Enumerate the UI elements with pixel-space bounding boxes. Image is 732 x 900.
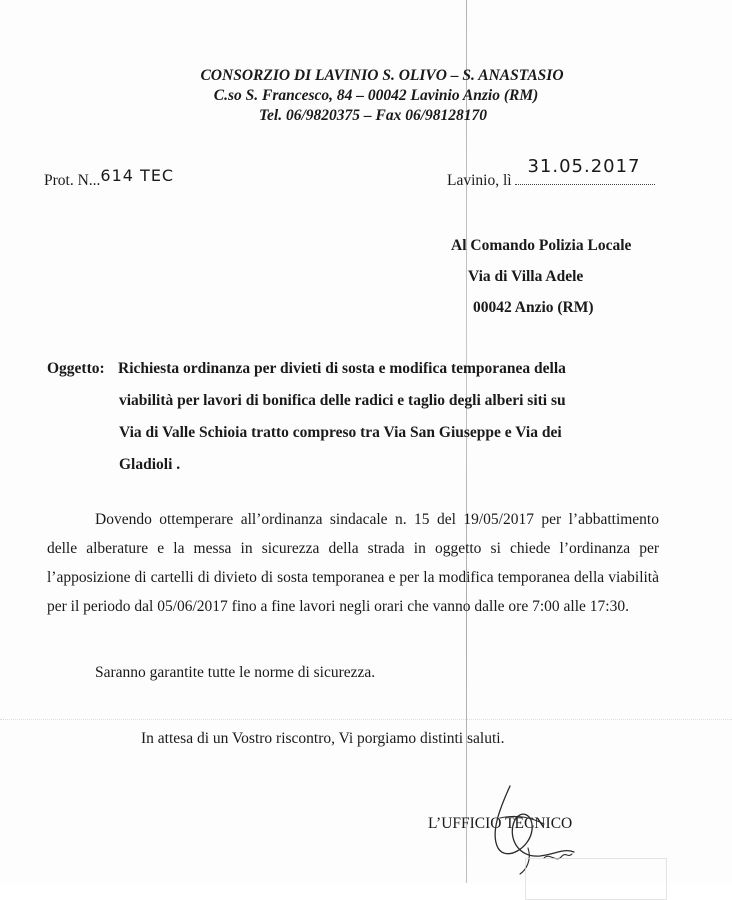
protocol-number: [44, 166, 175, 190]
signatory-office: L’UFFICIO TECNICO: [428, 815, 573, 832]
subject-line-4: Gladioli .: [119, 456, 181, 473]
closing-salutation: In attesa di un Vostro riscontro, Vi porgiamo distinti saluti.: [141, 730, 505, 747]
recipient-name: Al Comando Polizia Locale: [451, 237, 632, 254]
letterhead-address: C.so S. Francesco, 84 – 00042 Lavinio Anzio (RM): [213, 87, 539, 104]
subject-block: [47, 353, 687, 481]
protocol-handwritten-number: 614 TEC: [100, 166, 175, 185]
letterhead: [0, 66, 732, 126]
recipient-street: Via di Villa Adele: [468, 268, 584, 285]
subject-line-2: viabilità per lavori di bonifica delle radici e taglio degli alberi siti su: [119, 392, 566, 409]
date-handwritten-value: 31.05.2017: [527, 156, 641, 177]
subject-line-1: Richiesta ordinanza per divieti di sosta e modifica temporanea della: [118, 360, 566, 377]
stamp-outline: [525, 858, 667, 900]
letterhead-organization: CONSORZIO DI LAVINIO S. OLIVO – S. ANASTASIO: [200, 67, 564, 84]
letterhead-contacts: Tel. 06/9820375 – Fax 06/98128170: [258, 107, 488, 124]
letter-date: [447, 156, 655, 190]
subject-text: [118, 353, 687, 481]
date-dotted-line: [515, 156, 655, 185]
safety-statement: Saranno garantite tutte le norme di sicurezza.: [95, 664, 376, 681]
scan-artifact-line: [0, 719, 732, 720]
protocol-label: Prot. N...: [44, 172, 101, 189]
body-paragraph: Dovendo ottemperare all’ordinanza sindacale n. 15 del 19/05/2017 per l’abbattimento delle alberature e la messa in sicurezza della strada in oggetto si chiede l’ordinanza per l’apposizione di cartelli di divieto di sosta temporanea e per la modifica temporanea della viabilità per il periodo dal 05/06/2017 fino a fine lavori negli orari che vanno dalle ore 7:00 alle 17:30.: [47, 511, 659, 615]
date-label: Lavinio, lì: [447, 172, 512, 189]
subject-label: Oggetto:: [47, 360, 105, 377]
recipient-block: [451, 230, 631, 323]
subject-line-3: Via di Valle Schioia tratto compreso tra Via San Giuseppe e Via dei: [119, 424, 562, 441]
recipient-city: 00042 Anzio (RM): [473, 299, 594, 316]
